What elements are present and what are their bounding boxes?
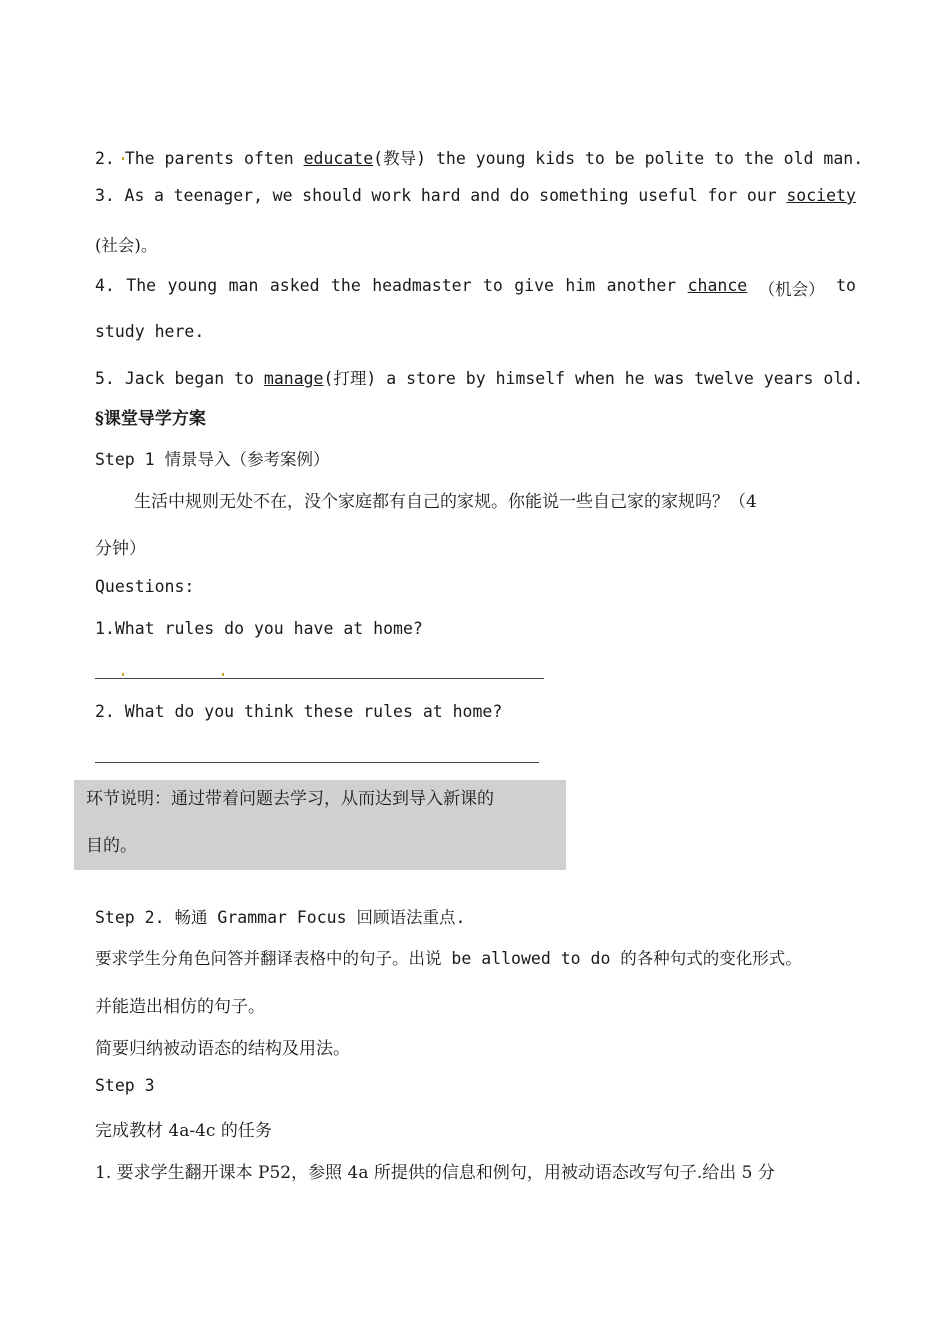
word: useful xyxy=(638,186,698,205)
word: （机会） xyxy=(758,280,825,299)
word: young xyxy=(167,276,218,295)
marker-dot xyxy=(122,673,124,676)
word: teenager, xyxy=(173,186,264,205)
word: 4. xyxy=(95,276,115,295)
word: something xyxy=(539,186,629,205)
step1-paragraph-line2: 分钟） xyxy=(95,539,146,559)
word: give xyxy=(514,276,554,295)
question-2: 2. What do you think these rules at home? xyxy=(95,702,503,721)
marker-dot xyxy=(122,157,124,160)
word: As xyxy=(124,186,145,205)
step2-line1: 要求学生分角色问答并翻译表格中的句子。出说 be allowed to do 的各种句式的变化形式。 xyxy=(95,949,802,968)
vocab-word-manage: manage xyxy=(263,369,324,388)
sentence-number: 2. xyxy=(95,149,115,168)
word: our xyxy=(746,186,777,205)
step3-title: Step 3 xyxy=(95,1076,155,1095)
word: another xyxy=(606,276,677,295)
step2-line2: 并能造出相仿的句子。 xyxy=(95,997,265,1017)
word: should xyxy=(302,186,362,205)
step3-line1: 完成教材 4a-4c 的任务 xyxy=(95,1121,272,1141)
word: headmaster xyxy=(372,276,472,295)
note-line2: 目的。 xyxy=(86,836,137,856)
word: man xyxy=(228,276,259,295)
vocab-sentence-3 xyxy=(95,186,856,205)
questions-label: Questions: xyxy=(95,577,195,596)
word: do xyxy=(509,186,530,205)
word: we xyxy=(272,186,293,205)
vocab-word-society: society xyxy=(786,186,856,205)
word: and xyxy=(470,186,501,205)
word: for xyxy=(707,186,738,205)
word: him xyxy=(565,276,596,295)
answer-blank-1[interactable] xyxy=(95,678,544,679)
vocab-sentence-3-cont: (社会)。 xyxy=(95,236,158,255)
sentence-text-post: (教导) the young kids to be polite to the old man. xyxy=(373,149,864,168)
step2-line3: 简要归纳被动语态的结构及用法。 xyxy=(95,1039,350,1059)
vocab-sentence-4-cont: study here. xyxy=(95,322,205,341)
sentence-text-pre: Jack began to xyxy=(124,369,264,388)
note-line1: 环节说明：通过带着问题去学习，从而达到导入新课的 xyxy=(86,789,494,809)
step1-paragraph-line1: 生活中规则无处不在，没个家庭都有自己的家规。你能说一些自己家的家规吗？（4 xyxy=(134,492,757,512)
section-note-box xyxy=(74,780,566,870)
step2-title: Step 2. 畅通 Grammar Focus 回顾语法重点. xyxy=(95,908,466,927)
vocab-sentence-2 xyxy=(95,145,863,169)
word: the xyxy=(330,276,361,295)
vocab-word-chance: chance xyxy=(687,276,748,295)
marker-dot xyxy=(222,673,224,676)
word: asked xyxy=(269,276,320,295)
step1-title: Step 1 情景导入（参考案例） xyxy=(95,450,330,469)
vocab-sentence-5 xyxy=(95,365,863,389)
sentence-number: 5. xyxy=(95,369,115,388)
word: work xyxy=(371,186,412,205)
word: hard xyxy=(420,186,461,205)
word: 3. xyxy=(95,186,115,205)
word: to xyxy=(836,276,856,295)
word: to xyxy=(482,276,503,295)
answer-blank-2[interactable] xyxy=(95,762,539,763)
sentence-text-pre: The parents often xyxy=(124,149,304,168)
question-1: 1.What rules do you have at home? xyxy=(95,619,423,638)
word: a xyxy=(154,186,164,205)
vocab-sentence-4 xyxy=(95,276,856,300)
word: The xyxy=(126,276,157,295)
sentence-text-post: (打理) a store by himself when he was twelve years old. xyxy=(323,369,864,388)
step3-line2: 1. 要求学生翻开课本 P52，参照 4a 所提供的信息和例句，用被动语态改写句子.给出 5 分 xyxy=(95,1163,775,1183)
vocab-word-educate: educate xyxy=(303,149,374,168)
section-title: §课堂导学方案 xyxy=(95,409,206,429)
